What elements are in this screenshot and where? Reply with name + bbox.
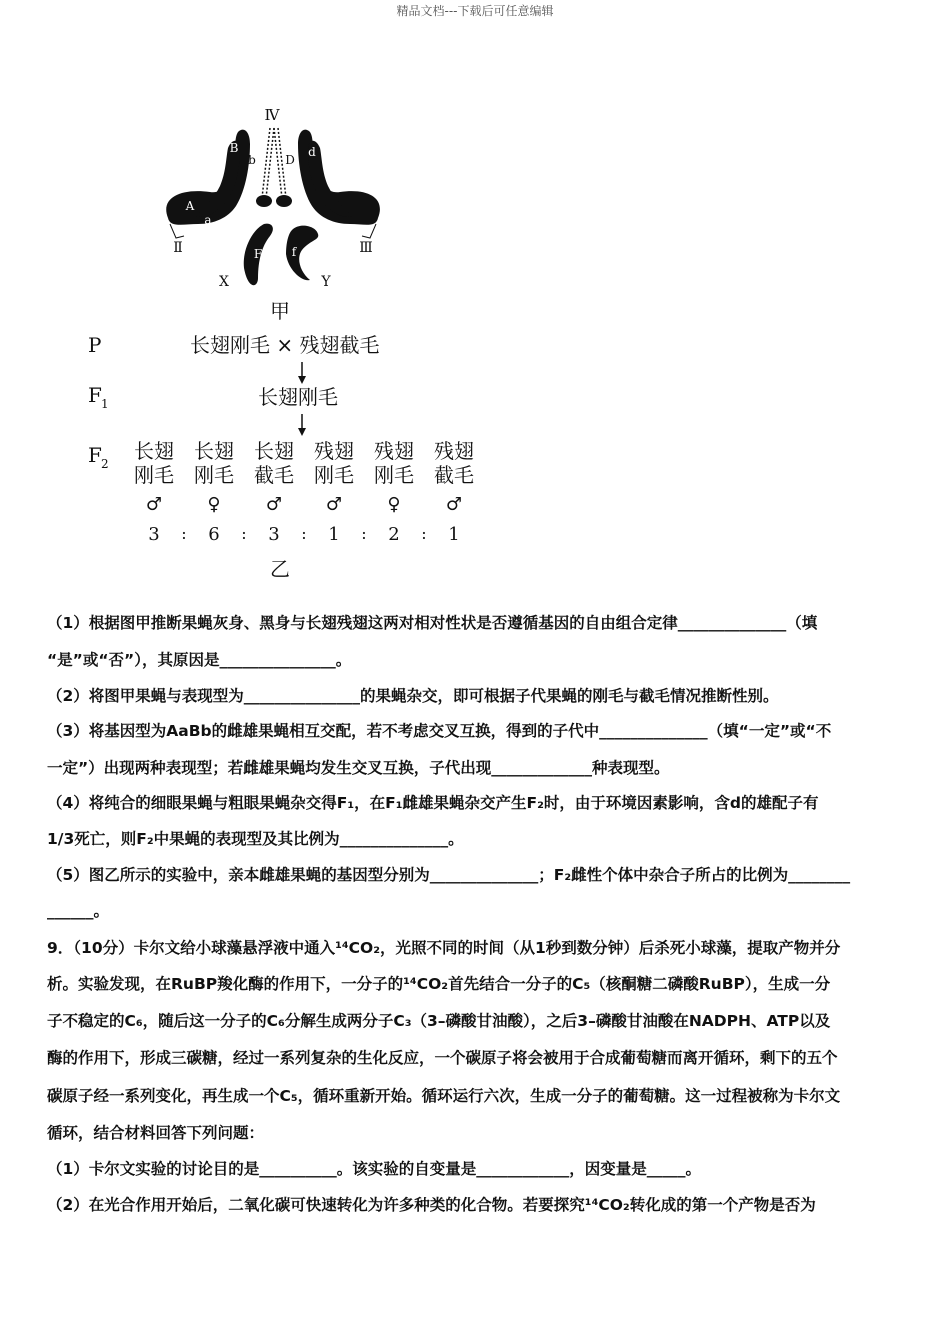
F1-phenotype: 长翅刚毛: [258, 385, 338, 409]
F2-sex-0: ♂: [145, 494, 163, 515]
F1-label: F: [88, 383, 102, 407]
text-line: （5）图乙所示的实验中，亲本雌雄果蝇的基因型分别为______________；F₂雌性个体中杂合子所占的比例为________: [47, 866, 851, 884]
page-header: 精品文档---下载后可任意编辑: [396, 4, 554, 18]
text-line: （4）将纯合的细眼果蝇与粗眼果蝇杂交得F₁，在F₁雌雄果蝇杂交产生F₂时，由于环境因素影响，含d的雄配子有: [47, 794, 819, 812]
F2-bristle-0: 刚毛: [134, 463, 174, 487]
chrom-X-label: X: [219, 274, 229, 290]
chrom-IV-label: Ⅳ: [264, 106, 280, 124]
text-line: 9．（10分）卡尔文给小球藻悬浮液中通入¹⁴CO₂，光照不同的时间（从1秒到数分钟）后杀死小球藻，提取产物并分: [47, 939, 841, 957]
F2-ratio-0: 3: [148, 524, 160, 545]
gene-b-label: b: [248, 153, 256, 167]
gene-D-label: D: [285, 153, 295, 167]
F2-label: F: [88, 443, 102, 467]
text-line: 析。实验发现，在RuBP羧化酶的作用下，一分子的¹⁴CO₂首先结合一分子的C₅（核酮糖二磷酸RuBP），生成一分: [47, 975, 831, 993]
F2-bristle-5: 截毛: [434, 463, 474, 487]
ratio-colon: :: [181, 524, 187, 543]
gene-a-label: a: [204, 213, 212, 227]
text-line: （2）将图甲果蝇与表现型为_______________的果蝇杂交，即可根据子代果蝇的刚毛与截毛情况推断性别。: [47, 687, 779, 705]
cross-diagram: [80, 328, 520, 588]
F2-wing-5: 残翅: [434, 439, 474, 463]
F2-bristle-2: 截毛: [254, 463, 294, 487]
F2-sex-5: ♂: [445, 494, 463, 515]
F2-ratio-3: 1: [328, 524, 340, 545]
F2-sex-3: ♂: [325, 494, 343, 515]
ratio-colon: :: [421, 524, 427, 543]
ratio-colon: :: [301, 524, 307, 543]
F2-ratio-2: 3: [268, 524, 280, 545]
text-line: 酶的作用下，形成三碳糖，经过一系列复杂的生化反应，一个碳原子将会被用于合成葡萄糖而离开循环，剩下的五个: [47, 1049, 838, 1067]
F2-subscript: 2: [101, 457, 109, 471]
F2-ratio-1: 6: [208, 524, 220, 545]
figure-jia-caption: 甲: [270, 299, 290, 323]
text-line: 1/3死亡，则F₂中果蝇的表现型及其比例为______________。: [47, 830, 464, 848]
text-line: （3）将基因型为AaBb的雌雄果蝇相互交配，若不考虑交叉互换，得到的子代中______________（填“一定”或“不: [47, 722, 832, 740]
chrom-Y-label: Y: [321, 274, 331, 290]
gene-F-label: F: [253, 247, 263, 261]
F2-offspring-group: [134, 439, 474, 545]
F2-bristle-1: 刚毛: [194, 463, 234, 487]
P-cross: 长翅刚毛 × 残翅截毛: [190, 333, 380, 357]
text-line: （1）根据图甲推断果蝇灰身、黑身与长翅残翅这两对相对性状是否遵循基因的自由组合定律______________（填: [47, 614, 818, 632]
F2-bristle-3: 刚毛: [314, 463, 354, 487]
figure-yi-caption: 乙: [270, 557, 290, 581]
F1-subscript: 1: [101, 397, 109, 411]
text-line: ______。: [47, 902, 110, 920]
F2-wing-4: 残翅: [374, 439, 414, 463]
F2-sex-1: ♀: [207, 494, 221, 515]
text-line: 一定”）出现两种表现型；若雌雄果蝇均发生交叉互换，子代出现_____________种表现型。: [47, 759, 670, 777]
F2-ratio-5: 1: [448, 524, 460, 545]
text-line: 碳原子经一系列变化，再生成一个C₅，循环重新开始。循环运行六次，生成一分子的葡萄糖。这一过程被称为卡尔文: [47, 1087, 841, 1105]
F2-ratio-4: 2: [388, 524, 400, 545]
text-line: 循环，结合材料回答下列问题：: [47, 1124, 265, 1142]
P-label: P: [88, 333, 102, 357]
gene-d-label: d: [308, 145, 316, 159]
F2-wing-1: 长翅: [194, 439, 234, 463]
text-line: （2）在光合作用开始后，二氧化碳可快速转化为许多种类的化合物。若要探究¹⁴CO₂转化成的第一个产物是否为: [47, 1196, 816, 1214]
gene-A-label: A: [185, 199, 195, 213]
gene-B-label: B: [229, 141, 239, 155]
text-line: 子不稳定的C₆，随后这一分子的C₆分解生成两分子C₃（3–磷酸甘油酸），之后3–磷酸甘油酸在NADPH、ATP以及: [47, 1012, 831, 1030]
ratio-colon: :: [361, 524, 367, 543]
F2-bristle-4: 刚毛: [374, 463, 414, 487]
text-line: （1）卡尔文实验的讨论目的是__________。该实验的自变量是____________，因变量是_____。: [47, 1160, 702, 1178]
F2-sex-4: ♀: [387, 494, 401, 515]
ratio-colon: :: [241, 524, 247, 543]
chrom-II-label: Ⅱ: [173, 240, 183, 256]
text-line: “是”或“否”），其原因是_______________。: [47, 651, 352, 669]
F2-wing-2: 长翅: [254, 439, 294, 463]
F2-wing-3: 残翅: [314, 439, 354, 463]
F2-sex-2: ♂: [265, 494, 283, 515]
chromosome-figure: [140, 100, 410, 330]
chrom-III-label: Ⅲ: [359, 240, 373, 256]
F2-wing-0: 长翅: [134, 439, 174, 463]
gene-f-label: f: [291, 245, 297, 259]
